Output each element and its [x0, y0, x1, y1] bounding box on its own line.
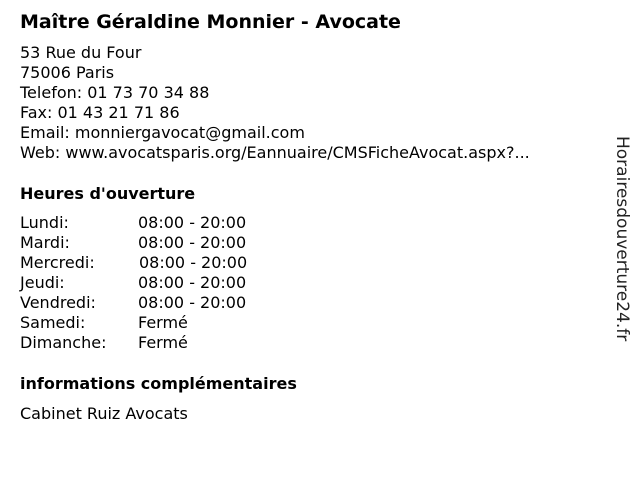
time-value: Fermé — [138, 333, 188, 352]
time-value: 08:00 - 20:00 — [138, 213, 247, 232]
hours-row-wednesday — [20, 253, 320, 273]
phone-number[interactable]: Telefon: 01 73 70 34 88 — [20, 83, 210, 102]
hours-row-thursday — [20, 273, 320, 293]
opening-hours-heading: Heures d'ouverture — [20, 184, 196, 203]
time-value: 08:00 - 20:00 — [138, 273, 247, 292]
email-address[interactable]: Email: monniergavocat@gmail.com — [20, 123, 305, 142]
fax-number: Fax: 01 43 21 71 86 — [20, 103, 180, 122]
hours-row-saturday — [20, 313, 320, 333]
day-label: Mercredi: — [20, 253, 95, 272]
site-watermark — [610, 136, 634, 346]
additional-info-heading: informations complémentaires — [20, 374, 297, 393]
address-street: 53 Rue du Four — [20, 43, 142, 62]
hours-row-friday — [20, 293, 320, 313]
day-label: Samedi: — [20, 313, 86, 332]
site-watermark-text: Horairesdouverture24.fr — [612, 136, 632, 342]
additional-info-text: Cabinet Ruiz Avocats — [20, 404, 188, 423]
day-label: Vendredi: — [20, 293, 96, 312]
day-label: Lundi: — [20, 213, 69, 232]
time-value: 08:00 - 20:00 — [139, 253, 248, 272]
day-label: Jeudi: — [20, 273, 65, 292]
contact-block — [20, 43, 530, 163]
time-value: Fermé — [138, 313, 188, 332]
time-value: 08:00 - 20:00 — [138, 293, 247, 312]
page-title: Maître Géraldine Monnier - Avocate — [20, 11, 401, 33]
day-label: Dimanche: — [20, 333, 107, 352]
website-link[interactable]: Web: www.avocatsparis.org/Eannuaire/CMSFicheAvocat.aspx?... — [20, 143, 530, 162]
opening-hours-list — [20, 213, 320, 353]
hours-row-sunday — [20, 333, 320, 353]
hours-row-tuesday — [20, 233, 320, 253]
day-label: Mardi: — [20, 233, 70, 252]
hours-row-monday — [20, 213, 320, 233]
time-value: 08:00 - 20:00 — [138, 233, 247, 252]
address-city: 75006 Paris — [20, 63, 115, 82]
